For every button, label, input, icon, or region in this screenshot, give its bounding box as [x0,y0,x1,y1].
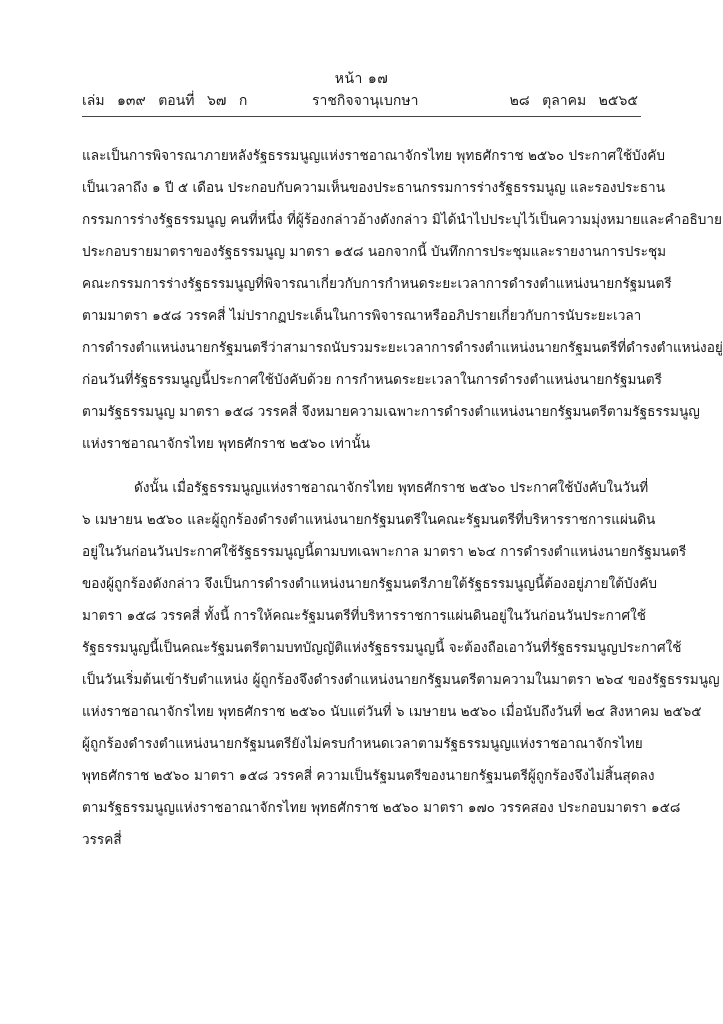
paragraph-line: เป็นเวลาถึง ๑ ปี ๕ เดือน ประกอบกับความเห็นของประธานกรรมการร่างรัฐธรรมนูญ และรองประธาน [82,180,665,196]
paragraph-line: ตามรัฐธรรมนูญแห่งราชอาณาจักรไทย พุทธศักราช ๒๕๖๐ มาตรา ๑๗๐ วรรคสอง ประกอบมาตรา ๑๕๘ [82,800,681,816]
paragraph-line: ประกอบรายมาตราของรัฐธรรมนูญ มาตรา ๑๕๘ นอกจากนี้ บันทึกการประชุมและรายงานการประชุม [82,244,667,260]
header-divider [82,116,641,117]
paragraph-line: กรรมการร่างรัฐธรรมนูญ คนที่หนึ่ง ที่ผู้ร้องกล่าวอ้างดังกล่าว มิได้นำไปประบุไว้เป็นความมุ่งหมายและคำอธิบาย [82,212,723,228]
paragraph-line: พุทธศักราช ๒๕๖๐ มาตรา ๑๕๘ วรรคสี่ ความเป็นรัฐมนตรีของนายกรัฐมนตรีผู้ถูกร้องจึงไม่สิ้นสุดลง [82,768,655,784]
paragraph-line: ของผู้ถูกร้องดังกล่าว จึงเป็นการดำรงตำแหน่งนายกรัฐมนตรีภายใต้รัฐธรรมนูญนี้ต้องอยู่ภายใต้บังคับ [82,576,658,592]
paragraph-line: แห่งราชอาณาจักรไทย พุทธศักราช ๒๕๖๐ เท่านั้น [82,436,371,452]
paragraph-line: และเป็นการพิจารณาภายหลังรัฐธรรมนูญแห่งราชอาณาจักรไทย พุทธศักราช ๒๕๖๐ ประกาศใช้บังคับ [82,148,666,164]
paragraph-line: คณะกรรมการร่างรัฐธรรมนูญที่พิจารณาเกี่ยวกับการกำหนดระยะเวลาการดำรงตำแหน่งนายกรัฐมนตรี [82,276,672,292]
page-number: หน้า ๑๗ [334,71,389,87]
paragraph-line: อยู่ในวันก่อนวันประกาศใช้รัฐธรรมนูญนี้ตามบทเฉพาะกาล มาตรา ๒๖๔ การดำรงตำแหน่งนายกรัฐมนตรี [82,544,687,560]
paragraph-line: รัฐธรรมนูญนี้เป็นคณะรัฐมนตรีตามบทบัญญัติแห่งรัฐธรรมนูญนี้ จะต้องถือเอาวันที่รัฐธรรมนูญประกาศใช้ [82,640,682,656]
paragraph-line: เป็นวันเริ่มต้นเข้ารับตำแหน่ง ผู้ถูกร้องจึงดำรงตำแหน่งนายกรัฐมนตรีตามความในมาตรา ๒๖๔ ของรัฐธรรมนูญ [82,672,720,688]
paragraph-line: ผู้ถูกร้องดำรงตำแหน่งนายกรัฐมนตรียังไม่ครบกำหนดเวลาตามรัฐธรรมนูญแห่งราชอาณาจักรไทย [82,736,643,752]
paragraph-line: ดังนั้น เมื่อรัฐธรรมนูญแห่งราชอาณาจักรไทย พุทธศักราช ๒๕๖๐ ประกาศใช้บังคับในวันที่ [134,480,649,496]
paragraph-line: ก่อนวันที่รัฐธรรมนูญนี้ประกาศใช้บังคับด้วย การกำหนดระยะเวลาในการดำรงตำแหน่งนายกรัฐมนตรี [82,372,662,388]
volume-issue: เล่ม ๑๓๙ ตอนที่ ๖๗ ก [82,93,248,109]
publication-title: ราชกิจจานุเบกษา [312,93,419,109]
paragraph-line: ๖ เมษายน ๒๕๖๐ และผู้ถูกร้องดำรงตำแหน่งนายกรัฐมนตรีในคณะรัฐมนตรีที่บริหารราชการแผ่นดิน [82,512,656,528]
paragraph-line: วรรคสี่ [82,832,122,848]
paragraph-line: การดำรงตำแหน่งนายกรัฐมนตรีว่าสามารถนับรวมระยะเวลาการดำรงตำแหน่งนายกรัฐมนตรีที่ดำรงตำแหน่งอยู่ [82,340,723,356]
paragraph-line: ตามมาตรา ๑๕๘ วรรคสี่ ไม่ปรากฏประเด็นในการพิจารณาหรืออภิปรายเกี่ยวกับการนับระยะเวลา [82,308,642,324]
paragraph-line: มาตรา ๑๕๘ วรรคสี่ ทั้งนี้ การให้คณะรัฐมนตรีที่บริหารราชการแผ่นดินอยู่ในวันก่อนวันประกาศใช้ [82,608,646,624]
paragraph-line: ตามรัฐธรรมนูญ มาตรา ๑๕๘ วรรคสี่ จึงหมายความเฉพาะการดำรงตำแหน่งนายกรัฐมนตรีตามรัฐธรรมนูญ [82,404,700,420]
paragraph-line: แห่งราชอาณาจักรไทย พุทธศักราช ๒๕๖๐ นับแต่วันที่ ๖ เมษายน ๒๕๖๐ เมื่อนับถึงวันที่ ๒๔ สิงหาคม ๒๕๖๕ [82,704,702,720]
publication-date: ๒๘ ตุลาคม ๒๕๖๕ [509,93,638,109]
gazette-header [82,90,640,112]
